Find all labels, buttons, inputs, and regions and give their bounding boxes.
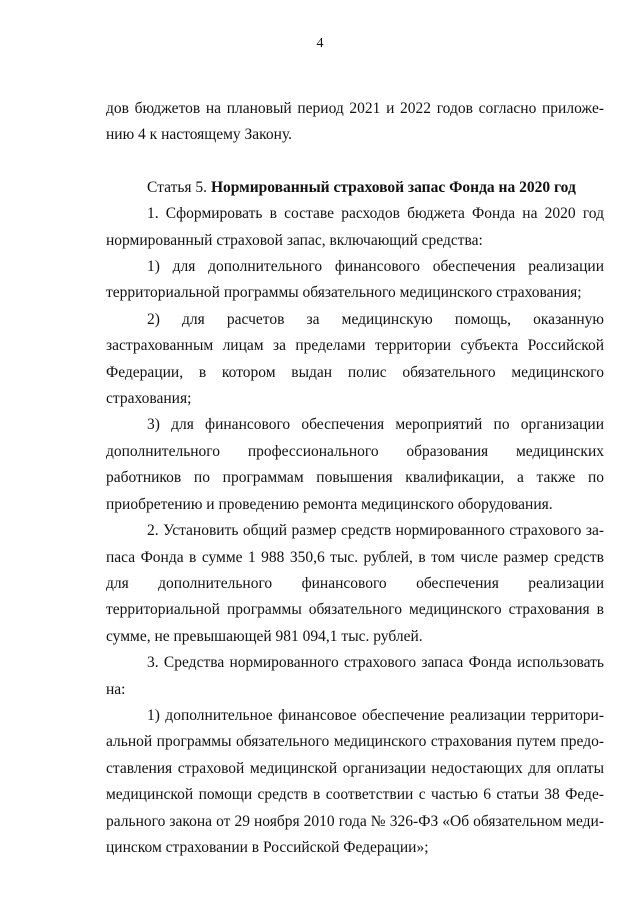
paragraph-1: 1. Сформировать в составе расходов бюджета Фонда на 2020 год нормированный страховой запас, включающий средства: <box>106 205 604 249</box>
article-title: Нормированный страховой запас Фонда на 2020 год <box>210 178 576 196</box>
document-body <box>106 96 604 861</box>
paragraph-2: 2. Установить общий размер средств нормированного страхового запаса Фонда в сумме 1 988 350,6 тыс. рублей, в том числе размер средств для дополнительного финансового обеспечения реализации территориальной программы обязательного медицинского страхования в сумме, не превышающей 981 094,1 тыс. рублей. <box>106 522 604 645</box>
intro-paragraph: дов бюджетов на плановый период 2021 и 2022 годов согласно приложению 4 к настоящему Закону. <box>106 100 604 144</box>
page-number: 4 <box>316 36 324 51</box>
article-heading <box>106 175 604 201</box>
article-number: Статья 5. <box>147 178 211 196</box>
paragraph-3: 3. Средства нормированного страхового запаса Фонда использовать на: <box>106 654 604 698</box>
paragraph-1-item-3: 3) для финансового обеспечения мероприятий по организации дополнительного профессионального образования медицинских работников по программам повышения квалификации, а также по приобретению и проведению ремонта медицинского оборудования. <box>106 416 604 513</box>
paragraph-1-item-1: 1) для дополнительного финансового обеспечения реализации территориальной программы обязательного медицинского страхования; <box>106 258 604 302</box>
paragraph-1-item-2: 2) для расчетов за медицинскую помощь, оказанную застрахованным лицам за пределами территории субъекта Российской Федерации, в котором выдан полис обязательного медицинского страхования; <box>106 310 604 408</box>
paragraph-3-item-1: 1) дополнительное финансовое обеспечение реализации территориальной программы обязательного медицинского страхования путем предоставления страховой медицинской организации недостающих для оплаты медицинской помощи средств в соответствии с частью 6 статьи 38 Федерального закона от 29 ноября 2010 года № 326-ФЗ «Об обязательном медицинском страховании в Российской Федерации»; <box>106 706 604 856</box>
